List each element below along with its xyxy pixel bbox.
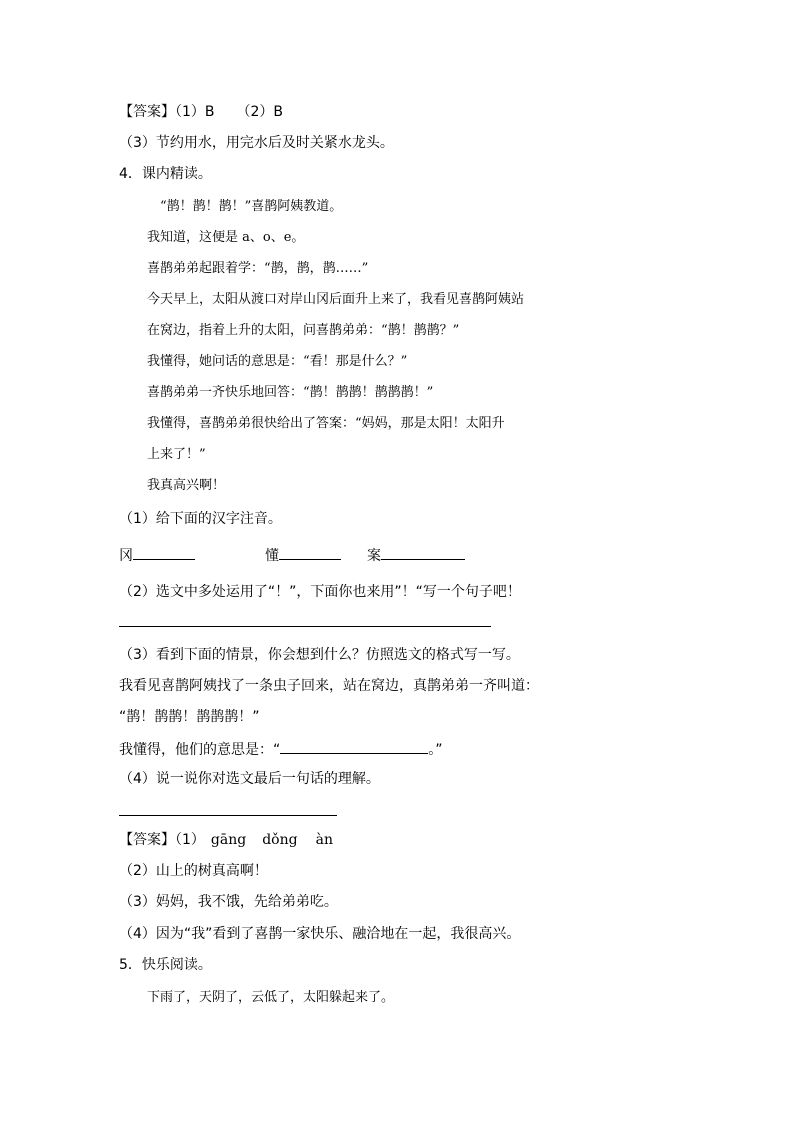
passage-line: 今天早上，太阳从渡口对岸山冈后面升上来了，我看见喜鹊阿姨站 [147,292,525,307]
answer-line-3: （3）节约用水，用完水后及时关紧水龙头。 [119,135,394,151]
answer-line[interactable] [119,626,491,627]
pinyin-fill-row [119,545,465,565]
passage-line: 我懂得，她问话的意思是：“看！那是什么？” [147,354,408,369]
answer-blank[interactable] [133,545,195,560]
answer-label: 【答案】 [119,104,175,120]
answer-part-2: （2）B [236,104,284,120]
answer2-line-2: （2）山上的树真高啊！ [119,863,268,879]
answer-blank[interactable] [279,545,341,560]
scene-text: 我看见喜鹊阿姨找了一条虫子回来，站在窝边，真鹊弟弟一齐叫道： [119,678,539,694]
passage-line: 我懂得，喜鹊弟弟很快给出了答案：“妈妈，那是太阳！太阳升 [147,416,505,431]
answer-blank[interactable] [381,545,465,560]
answer-part-1: （1）B [175,104,215,120]
passage-line: 喜鹊弟弟一齐快乐地回答：“鹊！鹊鹊！鹊鹊鹊！” [147,385,434,400]
passage-line: “鹊！鹊！鹊！”喜鹊阿姨教道。 [160,199,343,214]
sub-question-1: （1）给下面的汉字注音。 [119,511,282,527]
scene-prompt-end: 。” [428,742,443,758]
answer-label: 【答案】 [119,832,175,848]
char-an: 案 [367,548,381,564]
scene-prompt-start: 我懂得，他们的意思是：“ [119,742,281,758]
passage-line: 喜鹊弟弟起跟着学：“鹊，鹊，鹊……” [147,261,369,276]
passage-line: 我真高兴啊！ [147,478,226,493]
scene-prompt [119,739,443,759]
passage-line: 在窝边，指着上升的太阳，问喜鹊弟弟：“鹊！鹊鹊？” [147,323,460,338]
question-4-title: 4．课内精读。 [119,166,212,182]
char-dong: 懂 [265,548,279,564]
question-5-title: 5．快乐阅读。 [119,957,212,973]
q5-passage: 下雨了，天阴了，云低了，太阳躲起来了。 [147,990,395,1005]
answer-line-1 [119,103,283,121]
char-gang: 冈 [119,548,133,564]
answer2-line-4: （4）因为“我”看到了喜鹊一家快乐、融洽地在一起，我很高兴。 [119,926,521,942]
answer-p1-prefix: （1） [175,832,205,848]
passage-line: 上来了！” [147,447,206,462]
answer-blank[interactable] [280,739,428,754]
pinyin-answer: gāng [210,832,247,848]
answer2-line-1 [119,831,333,849]
scene-quote: “鹊！鹊鹊！鹊鹊鹊！” [119,709,260,725]
sub-question-3: （3）看到下面的情景，你会想到什么？仿照选文的格式写一写。 [119,647,520,663]
sub-question-4: （4）说一说你对选文最后一句话的理解。 [119,771,380,787]
answer2-line-3: （3）妈妈，我不饿，先给弟弟吃。 [119,894,338,910]
passage-line: 我知道，这便是 a、o、e。 [147,230,305,245]
sub-question-2: （2）选文中多处运用了“！”，下面你也来用”！“写一个句子吧！ [119,584,521,600]
answer-line[interactable] [119,815,337,816]
pinyin-answer: dǒng [262,832,298,848]
pinyin-answer: àn [315,832,333,848]
